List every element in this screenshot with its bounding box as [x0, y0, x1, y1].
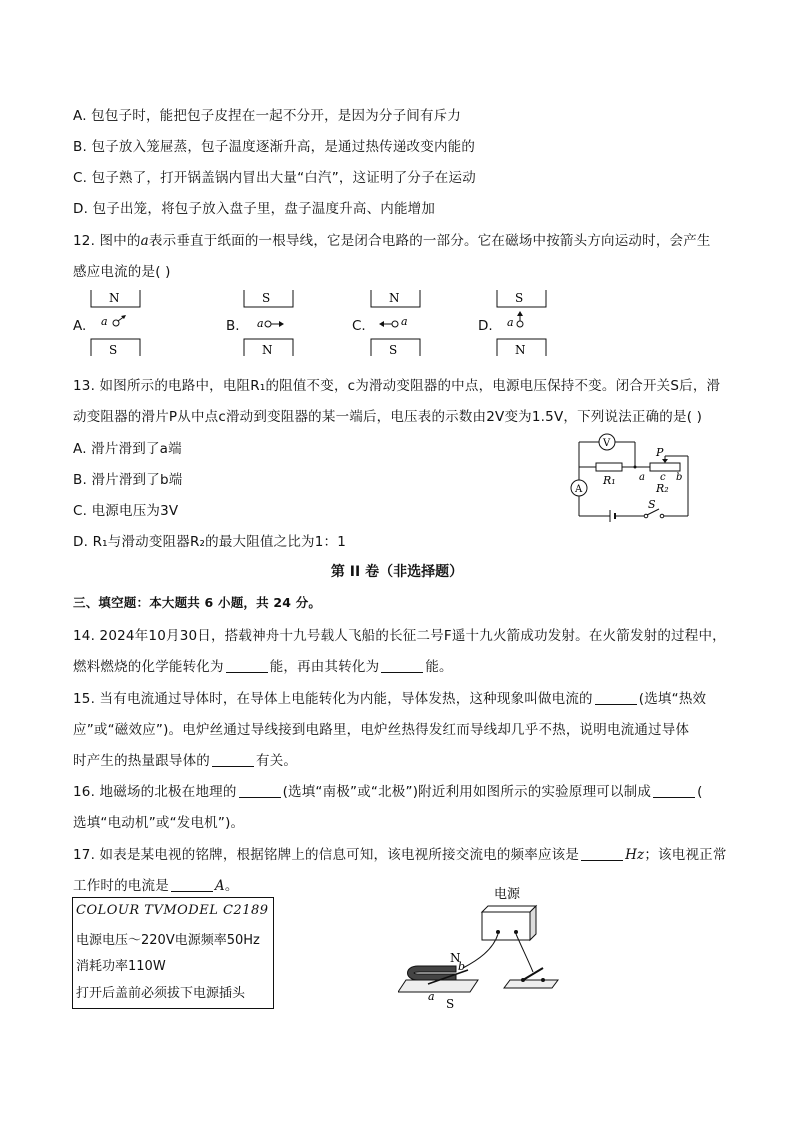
magnet-n-label: N [450, 951, 461, 965]
answer-blank[interactable] [212, 754, 254, 767]
q15-line2: 应”或“磁效应”)。电炉丝通过导线接到电路里，电炉丝热得发红而导线却几乎不热，说明电流通过导体 [73, 722, 690, 738]
power-supply-label: 电源 [494, 887, 521, 902]
q11-option-c: C. 包子熟了，打开锅盖锅内冒出大量“白汽”，这证明了分子在运动 [73, 170, 476, 186]
generator-apparatus-diagram [398, 880, 568, 1010]
q16-text-c: ( [697, 784, 703, 800]
q15-text-d: 有关。 [256, 753, 298, 769]
q12-stem-line2: 感应电流的是( ) [73, 264, 171, 280]
terminal-c-label: c [660, 472, 666, 483]
section-title: 第 II 卷（非选择题） [330, 564, 464, 580]
q14-line1: 14. 2024年10月30日，搭载神舟十九号载人飞船的长征二号F遥十九火箭成功发射。在火箭发射的过程中， [73, 628, 726, 644]
q17-text-d: 。 [224, 878, 239, 894]
rod-a-label: a [428, 990, 435, 1003]
q12-text: 12. 图中的 [73, 233, 141, 249]
q13-stem-line2: 动变阻器的滑片P从中点c滑动到变阻器的某一端后，电压表的示数由2V变为1.5V，下列说法正确的是( ) [73, 409, 703, 425]
q12-option-c-label: C. [352, 318, 366, 334]
q13-option-d: D. R₁与滑动变阻器R₂的最大阻值之比为1：1 [73, 534, 347, 550]
q13-option-b: B. 滑片滑到了b端 [73, 472, 183, 488]
q12-option-d-diagram [494, 288, 554, 358]
q12-stem-line1 [73, 229, 711, 249]
q11-option-a: A. 包包子时，能把包子皮捏在一起不分开，是因为分子间有斥力 [73, 108, 462, 124]
magnet-bottom-pole: S [389, 343, 398, 357]
q12-text-2: 表示垂直于纸面的一根导线，它是闭合电路的一部分。它在磁场中按箭头方向运动时，会产生 [148, 233, 711, 249]
r1-label: R₁ [603, 474, 616, 487]
wire-icon [265, 321, 271, 327]
q15-line3 [73, 749, 297, 769]
horseshoe-magnet-icon [408, 966, 457, 980]
q11-option-d: D. 包子出笼，将包子放入盘子里，盘子温度升高、内能增加 [73, 201, 436, 217]
magnet-top-pole: S [262, 291, 271, 305]
magnet-top-pole: N [389, 291, 400, 305]
q15-text-c: 时产生的热量跟导体的 [73, 753, 210, 769]
answer-blank[interactable] [239, 785, 281, 798]
magnet-top-pole: S [515, 291, 524, 305]
q14-text-b: 能，再由其转化为 [269, 659, 380, 675]
magnet-s-label: S [446, 997, 455, 1010]
q12-option-a-label: A. [73, 318, 87, 334]
switch-label: S [648, 498, 656, 511]
q16-line1 [73, 780, 703, 800]
knife-switch-icon [523, 968, 543, 980]
answer-blank[interactable] [653, 785, 695, 798]
q17-unit-a: A [214, 878, 225, 894]
wire-icon [517, 321, 523, 327]
q15-line1 [73, 687, 706, 707]
r2-label: R₂ [656, 482, 669, 495]
slider-p-label: P [656, 446, 664, 459]
q15-text-a: 15. 当有电流通过导体时，在导体上电能转化为内能，导体发热，这种现象叫做电流的 [73, 691, 593, 707]
q17-unit-hz: Hz [625, 847, 645, 863]
q17-line1 [73, 843, 727, 863]
q12-option-d-label: D. [478, 318, 493, 334]
q16-text-a: 16. 地磁场的北极在地理的 [73, 784, 237, 800]
tv-model: COLOUR TVMODEL C2189 [76, 903, 269, 918]
power-supply-box [482, 906, 536, 912]
q12-option-b-diagram [241, 288, 301, 358]
rod-b-label: b [458, 960, 466, 973]
q13-option-a: A. 滑片滑到了a端 [73, 441, 182, 457]
wire-label: a [257, 317, 264, 330]
answer-blank[interactable] [171, 879, 213, 892]
resistor-r1 [596, 463, 622, 471]
tv-voltage-frequency: 电源电压～220V电源频率50Hz [76, 933, 260, 948]
ammeter-label: A [575, 484, 583, 495]
q16-line2: 选填“电动机”或“发电机”)。 [73, 815, 245, 831]
q14-text-a: 燃料燃烧的化学能转化为 [73, 659, 224, 675]
magnet-top-pole: N [109, 291, 120, 305]
answer-blank[interactable] [381, 660, 423, 673]
wire-icon [392, 321, 398, 327]
q14-text-c: 能。 [425, 659, 453, 675]
switch-base [504, 980, 558, 988]
q16-text-b: (选填“南极”或“北极”)附近利用如图所示的实验原理可以制成 [282, 784, 652, 800]
q13-stem-line1: 13. 如图所示的电路中，电阻R₁的阻值不变，c为滑动变阻器的中点，电源电压保持不变。闭合开关S后，滑 [73, 378, 721, 394]
wire-label: a [101, 315, 108, 328]
q17-text-c: 工作时的电流是 [73, 878, 169, 894]
section3-heading: 三、填空题：本大题共 6 小题，共 24 分。 [73, 595, 322, 610]
q13-option-c: C. 电源电压为3V [73, 503, 179, 519]
magnet-bottom-pole: S [109, 343, 118, 357]
answer-blank[interactable] [581, 848, 623, 861]
magnet-bottom-pole: N [515, 343, 526, 357]
q12-option-a-diagram [88, 288, 148, 358]
terminal-a-label: a [639, 472, 645, 483]
answer-blank[interactable] [226, 660, 268, 673]
q12-option-c-diagram [368, 288, 428, 358]
answer-blank[interactable] [595, 692, 637, 705]
q12-var: a [140, 233, 149, 249]
q14-line2 [73, 655, 453, 675]
q15-text-b: (选填“热效 [638, 691, 707, 707]
tv-power: 消耗功率110W [76, 959, 166, 974]
q13-circuit-diagram [566, 432, 696, 524]
magnet-bottom-pole: N [262, 343, 273, 357]
voltmeter-label: V [603, 438, 611, 449]
q17-line2 [73, 874, 239, 894]
q17-text-a: 17. 如表是某电视的铭牌，根据铭牌上的信息可知，该电视所接交流电的频率应该是 [73, 847, 580, 863]
q17-text-b: ；该电视正常 [644, 847, 727, 863]
base-board [398, 980, 478, 992]
wire-label: a [401, 315, 408, 328]
q11-option-b: B. 包子放入笼屉蒸，包子温度逐渐升高，是通过热传递改变内能的 [73, 139, 476, 155]
wire-label: a [507, 316, 514, 329]
tv-warning: 打开后盖前必须拔下电源插头 [76, 986, 246, 1001]
terminal-b-label: b [676, 472, 683, 483]
tv-nameplate [72, 897, 274, 1009]
q12-option-b-label: B. [226, 318, 240, 334]
rheostat-r2 [650, 463, 680, 471]
